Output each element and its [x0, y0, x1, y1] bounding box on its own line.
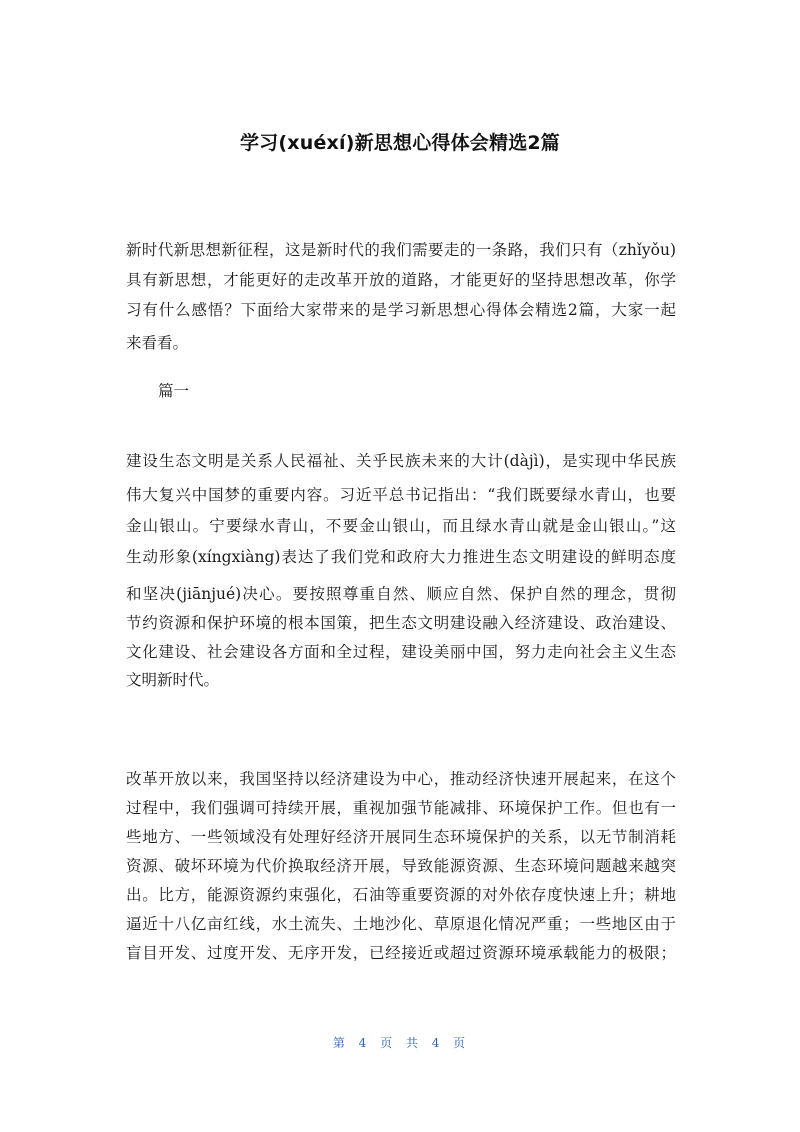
intro-line: 习有什么感悟？下面给大家带来的是学习新思想心得体会精选2篇，大家一起	[126, 301, 676, 319]
paragraph-line: 建设生态文明是关系人民福祉、关乎民族未来的大计(dàjì)，是实现中华民族	[126, 452, 676, 470]
paragraph-line: 出。比方，能源资源约束强化，石油等重要资源的对外依存度快速上升；耕地	[126, 886, 676, 904]
intro-line: 新时代新思想新征程，这是新时代的我们需要走的一条路，我们只有（zhǐyǒu)	[126, 241, 676, 259]
paragraph-1	[126, 449, 676, 688]
paragraph-line: 改革开放以来，我国坚持以经济建设为中心，推动经济快速开展起来，在这个	[126, 770, 676, 788]
paragraph-2	[126, 767, 676, 961]
intro-paragraph	[126, 238, 676, 351]
paragraph-line: 文明新时代。	[126, 671, 220, 688]
paragraph-line: 资源、破坏环境为代价换取经济开展，导致能源资源、生态环境问题越来越突	[126, 857, 676, 875]
paragraph-line: 节约资源和保护环境的根本国策，把生态文明建设融入经济建设、政治建设、	[126, 614, 676, 632]
paragraph-line: 和坚决(jiānjué)决心。要按照尊重自然、顺应自然、保护自然的理念，贯彻	[126, 585, 676, 603]
document-title: 学习(xuéxí)新思想心得体会精选2篇	[239, 132, 561, 154]
paragraph-line: 过程中，我们强调可持续开展，重视加强节能减排、环境保护工作。但也有一	[126, 799, 676, 817]
section-heading: 篇一	[158, 382, 190, 400]
page-footer: 第 4 页 共 4 页	[332, 1036, 468, 1050]
paragraph-line: 逼近十八亿亩红线，水土流失、土地沙化、草原退化情况严重；一些地区由于	[126, 915, 676, 933]
paragraph-line: 金山银山。宁要绿水青山，不要金山银山，而且绿水青山就是金山银山。”这	[126, 517, 676, 535]
intro-line: 来看看。	[126, 334, 189, 351]
paragraph-line: 伟大复兴中国梦的重要内容。习近平总书记指出：“我们既要绿水青山，也要	[126, 486, 676, 504]
paragraph-line: 生动形象(xíngxiàng)表达了我们党和政府大力推进生态文明建设的鲜明态度	[126, 548, 676, 566]
intro-line: 具有新思想，才能更好的走改革开放的道路，才能更好的坚持思想改革，你学	[126, 271, 676, 289]
paragraph-line: 些地方、一些领域没有处理好经济开展同生态环境保护的关系，以无节制消耗	[126, 828, 676, 846]
paragraph-line: 文化建设、社会建设各方面和全过程，建设美丽中国，努力走向社会主义生态	[126, 643, 676, 661]
paragraph-line: 盲目开发、过度开发、无序开发，已经接近或超过资源环境承载能力的极限；	[126, 944, 676, 961]
